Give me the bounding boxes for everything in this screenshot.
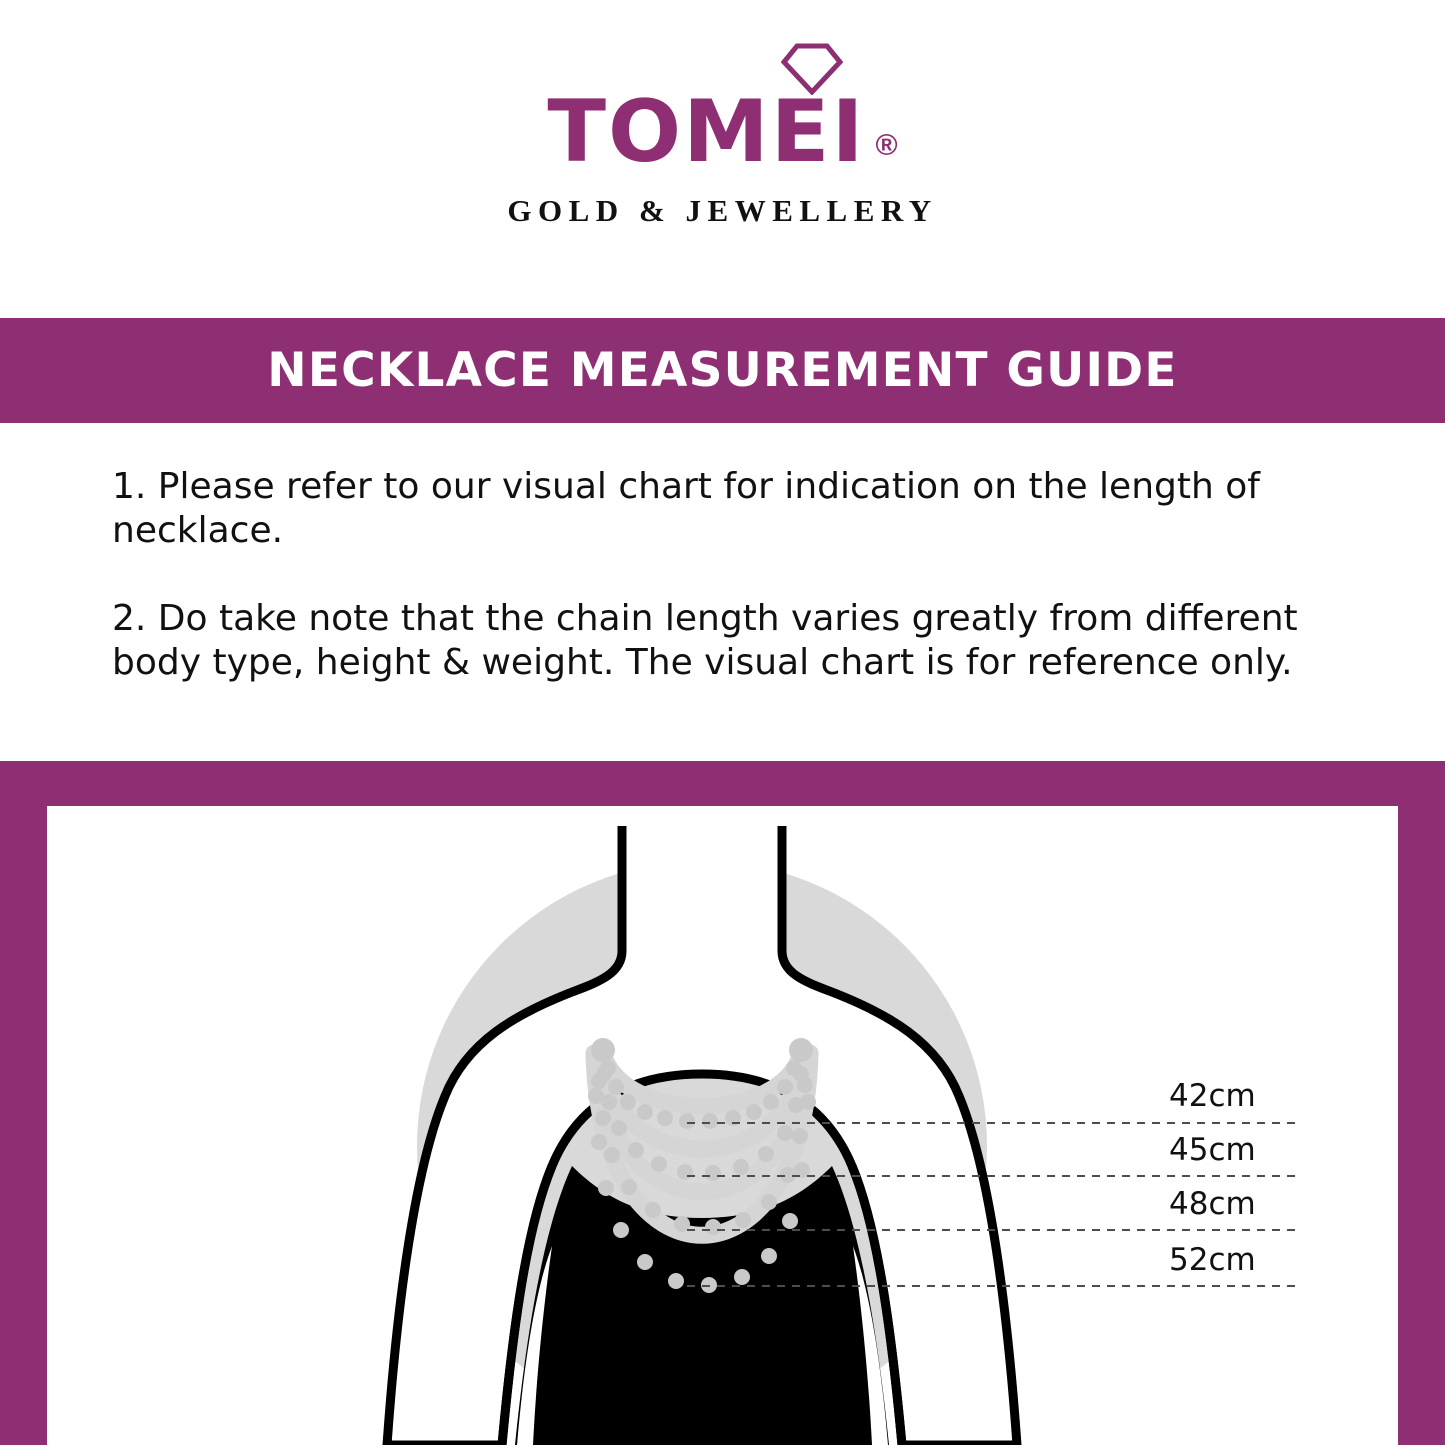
measure-label-48: 48cm [1169,1186,1256,1222]
measure-label-45: 45cm [1169,1132,1256,1168]
registered-trademark-icon: ® [875,128,898,162]
page-title-banner [0,318,1445,423]
page-title: NECKLACE MEASUREMENT GUIDE [267,343,1178,398]
logo [463,82,983,229]
brand-tagline: GOLD & JEWELLERY [507,193,938,228]
necklace-length-illustration [47,806,1398,1445]
clasp-right [789,1038,813,1062]
brand-header [0,0,1445,318]
clasp-left [591,1038,615,1062]
diagram-frame [0,761,1445,1445]
instruction-item-2: 2. Do take note that the chain length varies greatly from different body type, height & weight. The visual chart is for reference only. [112,597,1298,683]
brand-wordmark: TOMEI [547,82,866,182]
diagram-panel [47,806,1398,1445]
instructions-block [0,423,1445,685]
measure-label-42: 42cm [1169,1078,1256,1114]
measure-label-52: 52cm [1169,1242,1256,1278]
instruction-item-1: 1. Please refer to our visual chart for indication on the length of necklace. [112,466,1260,551]
